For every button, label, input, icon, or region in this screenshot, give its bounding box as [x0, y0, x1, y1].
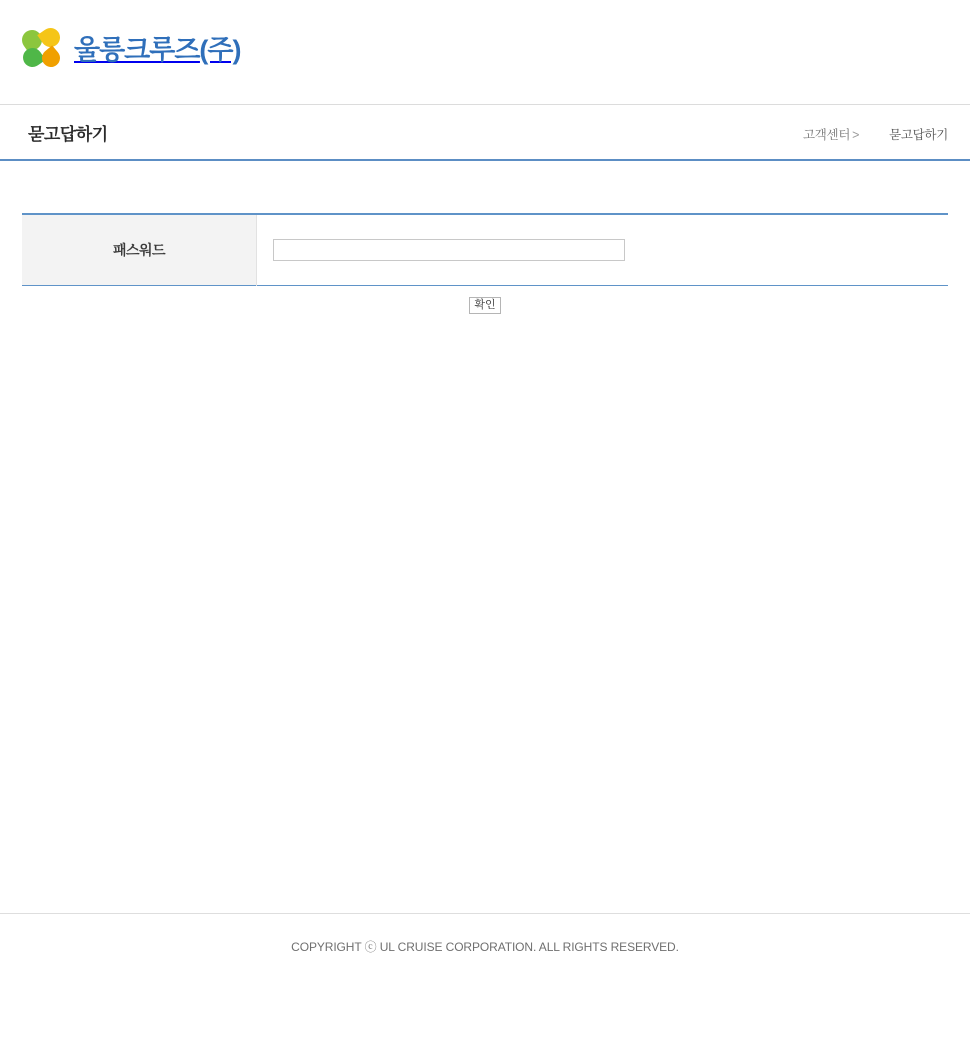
site-logo-link[interactable]	[22, 28, 241, 72]
breadcrumb-current: 묻고답하기	[889, 128, 948, 142]
password-form-table	[22, 213, 948, 286]
logo-text	[74, 34, 241, 65]
form-actions	[22, 295, 948, 314]
site-footer	[0, 913, 970, 955]
pinwheel-flower-icon	[22, 28, 64, 72]
password-field-cell	[257, 214, 949, 286]
breadcrumb-parent[interactable]: 고객센터	[803, 128, 851, 142]
main-content	[22, 213, 948, 314]
table-row	[22, 214, 948, 286]
confirm-button[interactable]: 확인	[469, 297, 500, 314]
password-input[interactable]	[273, 239, 625, 261]
breadcrumb-separator: >	[852, 128, 860, 142]
copyright-text: COPYRIGHT ⓒ UL CRUISE CORPORATION. ALL RIGHTS RESERVED.	[291, 940, 679, 954]
site-header	[0, 0, 970, 104]
logo-text-primary: 울릉크루즈	[74, 34, 200, 65]
breadcrumb	[803, 125, 948, 143]
password-label: 패스워드	[22, 214, 257, 286]
logo-text-secondary: (주)	[199, 34, 241, 65]
page-title-bar	[0, 104, 970, 161]
page-title: 묻고답하기	[28, 125, 108, 144]
